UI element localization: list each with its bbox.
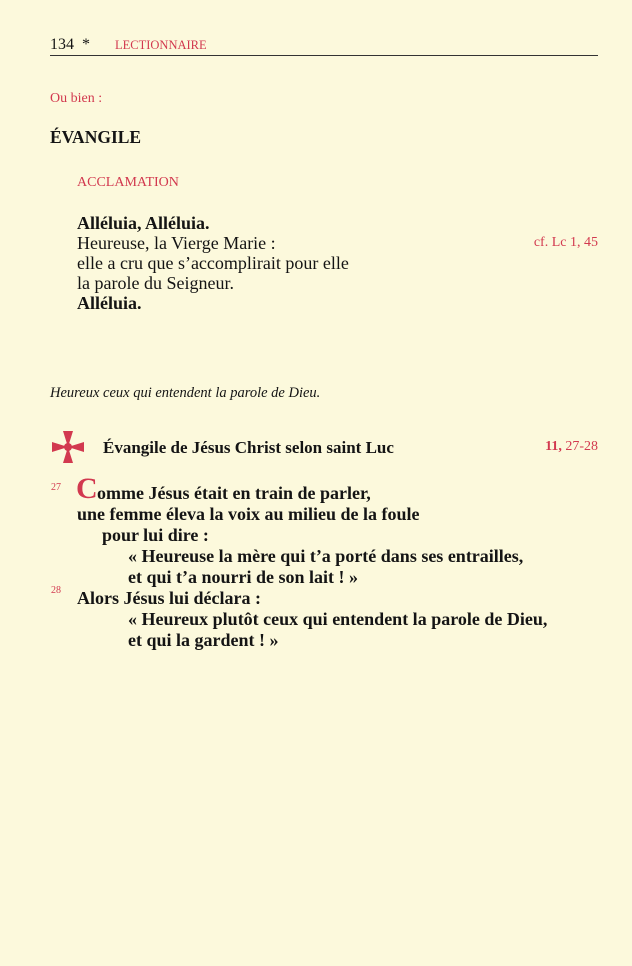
acclamation-label: ACCLAMATION [77, 175, 179, 190]
gospel-reference-verses: 27-28 [561, 439, 598, 454]
drop-cap: C [76, 472, 98, 505]
gospel-line: et qui t’a nourri de son lait ! » [128, 567, 359, 587]
gospel-summary: Heureux ceux qui entendent la parole de Dieu. [50, 385, 321, 401]
ou-bien-label: Ou bien : [50, 91, 103, 106]
gospel-line: pour lui dire : [102, 525, 209, 545]
gospel-line: « Heureux plutôt ceux qui entendent la parole de Dieu, [128, 609, 548, 629]
acclamation-line: elle a cru que s’accomplirait pour elle [77, 253, 349, 273]
gospel-reference [545, 439, 598, 455]
gospel-line: Alors Jésus lui déclara : [77, 588, 261, 608]
gospel-line: et qui la gardent ! » [128, 630, 279, 650]
gospel-line: une femme éleva la voix au milieu de la foule [77, 504, 420, 524]
acclamation-line: Alléluia. [77, 293, 142, 313]
acclamation-line: Alléluia, Alléluia. [77, 213, 210, 233]
gospel-title: Évangile de Jésus Christ selon saint Luc [103, 438, 394, 457]
cross-pattee-icon [51, 430, 85, 464]
page-number: 134 [50, 36, 74, 53]
header-rule [50, 55, 598, 56]
verse-number: 28 [51, 585, 61, 596]
section-heading: ÉVANGILE [50, 127, 142, 147]
acclamation-reference: cf. Lc 1, 45 [533, 235, 598, 250]
running-title: LECTIONNAIRE [115, 38, 207, 52]
gospel-line: « Heureuse la mère qui t’a porté dans ses entrailles, [128, 546, 524, 566]
header-star: * [82, 36, 90, 53]
gospel-reference-chapter: 11, [545, 439, 562, 454]
verse-number: 27 [51, 482, 61, 493]
acclamation-line: la parole du Seigneur. [77, 273, 234, 293]
gospel-line: omme Jésus était en train de parler, [97, 483, 371, 503]
acclamation-line: Heureuse, la Vierge Marie : [77, 233, 276, 253]
